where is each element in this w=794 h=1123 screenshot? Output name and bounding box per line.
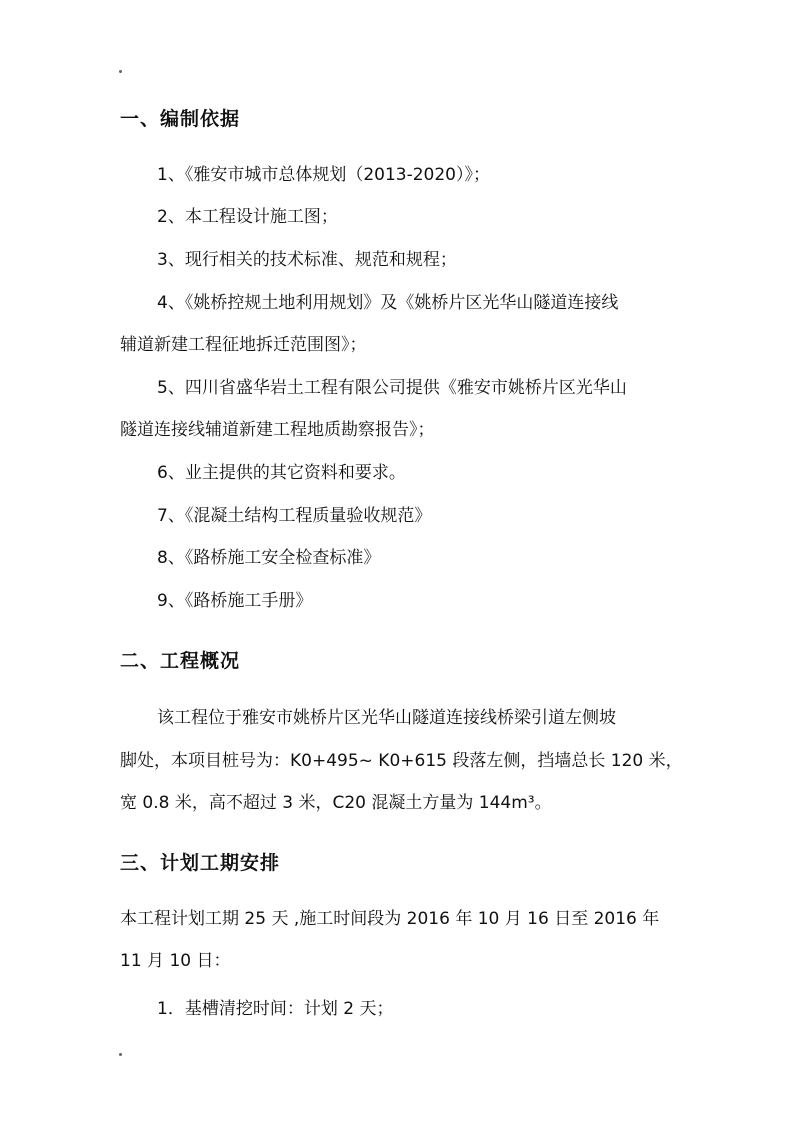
- basis-item-2: 2、本工程设计施工图；: [157, 207, 338, 227]
- basis-item-3: 3、现行相关的技术标准、规范和规程；: [157, 250, 457, 270]
- section-heading-basis: 一、编制依据: [120, 108, 241, 130]
- overview-line-3: 宽 0.8 米，高不超过 3 米，C20 混凝土方量为 144m³。: [120, 793, 552, 813]
- basis-item-5: 5、四川省盛华岩土工程有限公司提供《雅安市姚桥片区光华山: [157, 378, 627, 398]
- basis-item-5-cont: 隧道连接线辅道新建工程地质勘察报告》；: [120, 420, 435, 440]
- page-corner-mark-top: [119, 70, 122, 73]
- basis-item-4: 4、《姚桥控规土地利用规划》及《姚桥片区光华山隧道连接线: [157, 293, 619, 313]
- basis-item-9: 9、《路桥施工手册》: [157, 591, 313, 611]
- overview-line-1: 该工程位于雅安市姚桥片区光华山隧道连接线桥梁引道左侧坡: [157, 708, 616, 728]
- basis-item-1: 1、《雅安市城市总体规划（2013-2020）》；: [157, 165, 490, 185]
- basis-item-4-cont: 辅道新建工程征地拆迁范围图》；: [120, 335, 367, 355]
- schedule-line-1: 本工程计划工期 25 天 ,施工时间段为 2016 年 10 月 16 日至 2016 年: [120, 909, 660, 929]
- basis-item-7: 7、《混凝土结构工程质量验收规范》: [157, 506, 432, 526]
- schedule-line-2: 11 月 10 日：: [120, 951, 231, 971]
- schedule-item-1: 1．基槽清挖时间：计划 2 天；: [157, 999, 394, 1019]
- section-heading-schedule: 三、计划工期安排: [120, 852, 281, 874]
- page-corner-mark-bottom: [119, 1053, 122, 1056]
- basis-item-6: 6、业主提供的其它资料和要求。: [157, 463, 406, 483]
- overview-line-2: 脚处，本项目桩号为：K0+495~ K0+615 段落左侧，挡墙总长 120 米，: [120, 751, 683, 771]
- basis-item-8: 8、《路桥施工安全检查标准》: [157, 548, 381, 568]
- section-heading-overview: 二、工程概况: [120, 650, 241, 672]
